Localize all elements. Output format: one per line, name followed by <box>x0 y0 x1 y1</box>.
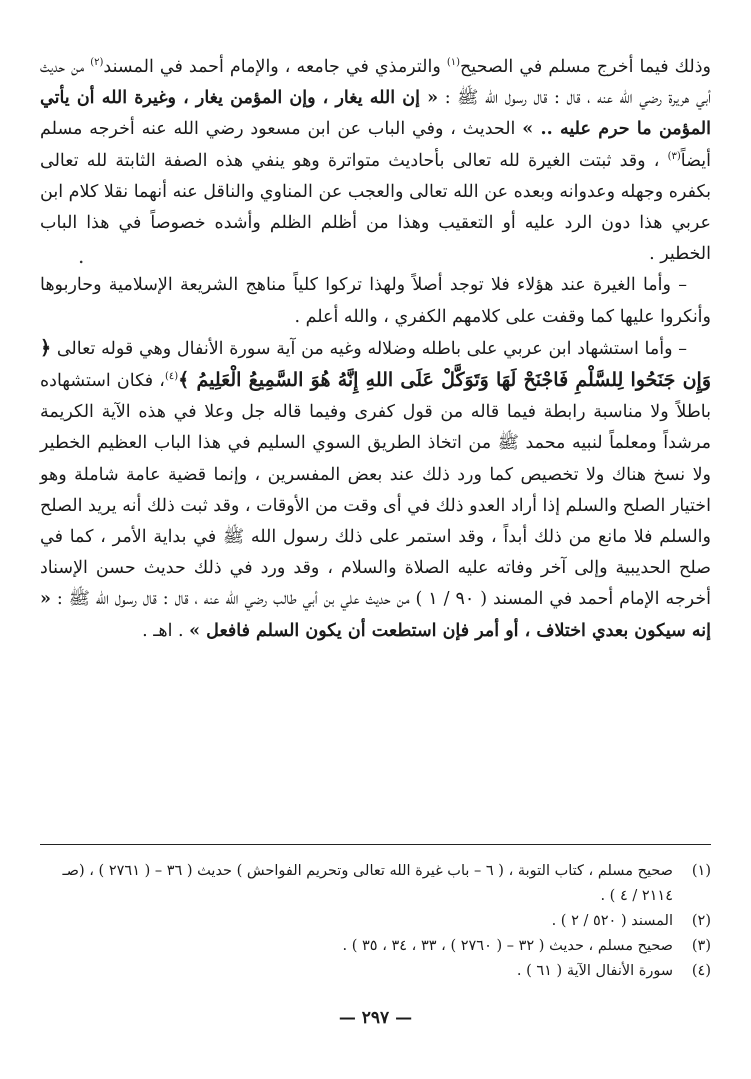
book-page <box>40 52 711 1052</box>
paragraph <box>40 270 711 332</box>
text-run: من حديث أبي هريرة رضي الله عنه ، قال : قال رسول الله ﷺ : <box>40 57 711 109</box>
text-run: والترمذي في جامعه ، والإمام أحمد في المسند <box>103 57 447 77</box>
footnote <box>40 909 711 934</box>
footnotes <box>40 844 711 984</box>
text-run: وذلك فيما أخرج مسلم في الصحيح <box>460 57 711 77</box>
text-run: . اهـ . <box>142 620 190 641</box>
footnote <box>40 934 711 959</box>
footnote-ref: (٤) <box>164 371 179 383</box>
footnote-text: المسند ( ٥٢٠ / ٢ ) . <box>551 913 673 929</box>
footnote-number: (٣) <box>691 938 711 954</box>
hadith-quote: « إنه سيكون بعدي اختلاف ، أو أمر فإن استطعت أن يكون السلم فافعل » <box>40 589 711 641</box>
stray-mark: . <box>78 244 85 268</box>
footnote-number: (٢) <box>691 913 711 929</box>
footnote <box>40 859 711 909</box>
text-run: ، فكان استشهاده باطلاً ولا مناسبة رابطة فيما قاله من قول كفرى وفيما قاله جل وعلا في هذه الآية الكريمة مرشداً ومعلماً لنبيه محمد ﷺ من اتخاذ الطريق السوي السليم في هذا الباب العظيم الخطير ولا نسخ هناك ولا تخصيص كما ورد ذلك عند بعض المفسرين ، وإنما قضية عامة شاملة وهو اختيار الصلح والسلم إذا أراد العدو ذلك في أى وقت من الأوقات ، وقد ثبت ذلك أنه يريد الصلح والسلم فلا مانع من ذلك أبداً ، وقد استمر على ذلك رسول الله ﷺ في بداية الأمر ، كما في صلح الحديبية وإلى آخر وفاته عليه الصلاة والسلام ، وقد ورد في ذلك حديث حسن الإسناد أخرجه الإمام أحمد في المسند ( ٩٠ / ١ ) من حديث علي بن أبي طالب رضي الله عنه ، قال : قال رسول الله ﷺ : <box>40 371 711 610</box>
text-run: الحديث ، وفي الباب عن ابن مسعود رضي الله عنه أخرجه مسلم أيضاً <box>40 119 711 171</box>
footnote-number: (٤) <box>691 963 711 979</box>
footnote-text: صحيح مسلم ، كتاب التوبة ، ( ٦ – باب غيرة الله تعالى وتحريم الفواحش ) حديث ( ٣٦ – ( ٢٧٦١ ) ، (صـ ٢١١٤ / ٤ ) . <box>62 863 673 904</box>
footnote <box>40 959 711 984</box>
footnote-text: سورة الأنفال الآية ( ٦١ ) . <box>516 963 673 979</box>
quran-verse: ﴿ وَإِن جَنَحُوا لِلسَّلْمِ فَاجْنَحْ لَهَا وَتَوَكَّلْ عَلَى اللهِ إِنَّهُ هُوَ السَّمِيعُ الْعَلِيمُ ﴾ <box>40 336 711 392</box>
text-run: ، وقد ثبتت الغيرة لله تعالى بأحاديث متواترة وهو ينفي هذه الصفة الثابتة لله تعالى بكفره وجهله وعدوانه وبعده عن الله تعالى والعجب عن المناوي والناقل عنه أنهما نقلا كلام ابن عربي هذا دون الرد عليه أو التعقيب وهذا من أظلم الظلم وأشده خصوصاً في هذا الباب الخطير . <box>40 150 711 265</box>
paragraph <box>40 333 711 647</box>
text-run: – وأما استشهاد ابن عربي على باطله وضلاله وغيه من آية سورة الأنفال وهي قوله تعالى <box>51 338 687 359</box>
footnote-text: صحيح مسلم ، حديث ( ٣٢ – ( ٢٧٦٠ ) ، ٣٣ ، ٣٤ ، ٣٥ ) . <box>342 938 673 954</box>
footnote-number: (١) <box>691 863 711 879</box>
main-text <box>40 52 711 647</box>
text-run: – وأما الغيرة عند هؤلاء فلا توجد أصلاً ولهذا تركوا كلياً مناهج الشريعة الإسلامية وحاربوها وأنكروا عليها كما وقفت على كلامهم الكفري ، والله أعلم . <box>40 275 711 327</box>
footnote-ref: (٣) <box>667 150 681 162</box>
hadith-quote: « إن الله يغار ، وإن المؤمن يغار ، وغيرة الله أن يأتي المؤمن ما حرم عليه .. » <box>40 88 712 140</box>
footnote-ref: (٢) <box>90 57 104 69</box>
footnote-ref: (١) <box>446 57 461 69</box>
paragraph <box>40 52 711 270</box>
page-number: — ٢٩٧ — <box>338 1008 413 1028</box>
